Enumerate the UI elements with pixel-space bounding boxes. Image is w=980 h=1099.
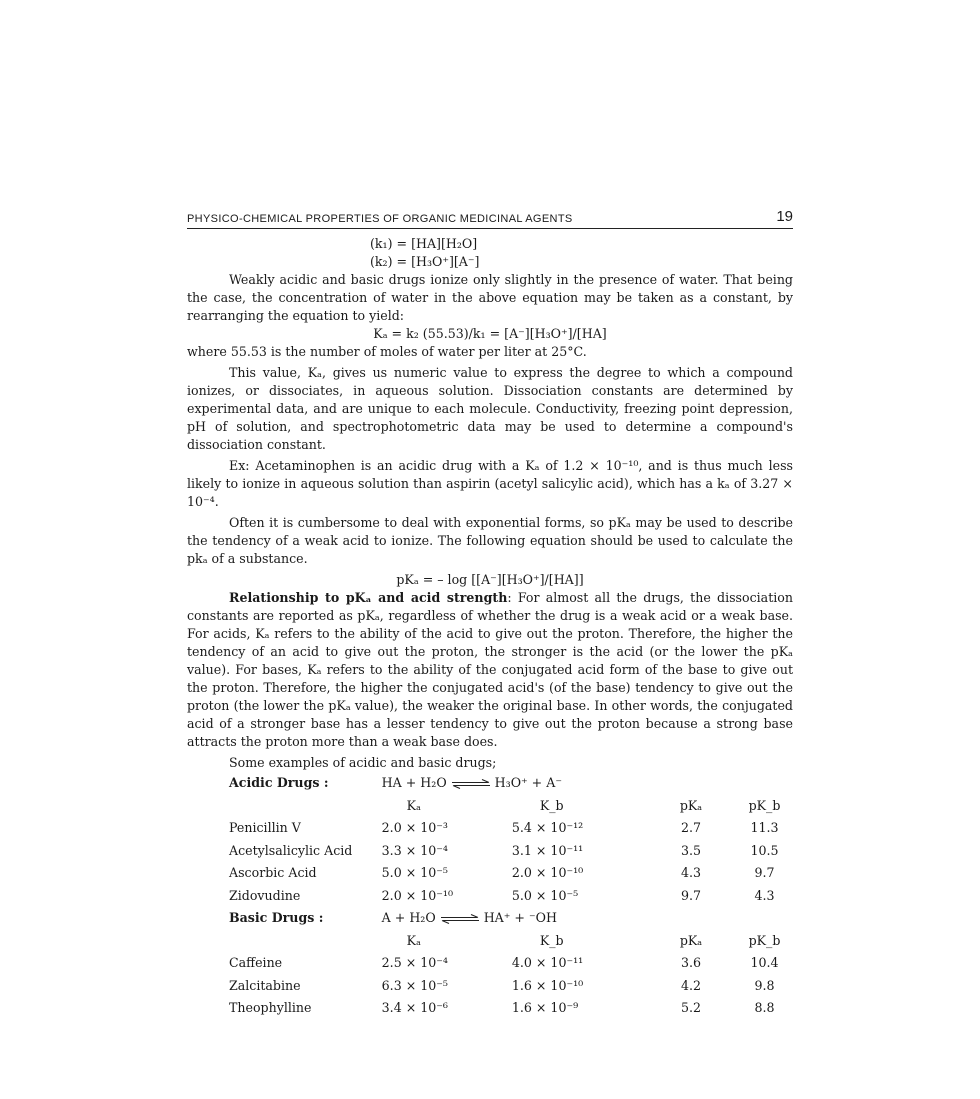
pkb-value: 9.7 xyxy=(754,865,775,881)
acidic-column-header-row xyxy=(229,795,793,818)
table-row xyxy=(229,975,793,998)
table-row xyxy=(229,952,793,975)
kb-value: 5.0 × 10⁻⁵ xyxy=(511,887,579,903)
equilibrium-arrow-icon xyxy=(451,779,491,789)
pkb-value: 10.5 xyxy=(750,842,779,858)
page-number: 19 xyxy=(776,208,793,225)
column-header-ka: Kₐ xyxy=(406,797,421,813)
paragraph-pka: Often it is cumbersome to deal with exponential forms, so pKₐ may be used to describe the tendency of a weak acid to ionize. The following equation should be used to calculate the pkₐ of a substance. xyxy=(187,515,793,566)
column-header-ka: Kₐ xyxy=(406,932,421,948)
running-title: PHYSICO-CHEMICAL PROPERTIES OF ORGANIC MEDICINAL AGENTS xyxy=(187,213,573,225)
kb-value: 1.6 × 10⁻¹⁰ xyxy=(511,977,584,993)
ka-value: 6.3 × 10⁻⁵ xyxy=(381,977,448,993)
kb-value: 1.6 × 10⁻⁹ xyxy=(511,1000,579,1016)
kb-value: 3.1 × 10⁻¹¹ xyxy=(511,842,584,858)
equation-pka: pKₐ = – log [[A⁻][H₃O⁺]/[HA]] xyxy=(396,572,584,587)
equation-k1: (k₁) = [HA][H₂O] xyxy=(370,236,478,251)
pkb-value: 11.3 xyxy=(750,820,779,836)
acidic-reaction xyxy=(382,772,793,795)
table-row xyxy=(229,840,793,863)
pka-value: 5.2 xyxy=(680,1000,702,1016)
paragraph-ionize: Weakly acidic and basic drugs ionize only slightly in the presence of water. That being the case, the concentration of water in the above equation may be taken as a constant, by rearranging the equation to yield: xyxy=(187,272,793,323)
running-header xyxy=(187,208,793,229)
column-header-kb: K_b xyxy=(539,932,564,948)
acidic-reaction-right: H₃O⁺ + A⁻ xyxy=(494,775,562,791)
ka-value: 5.0 × 10⁻⁵ xyxy=(381,865,448,881)
ka-value: 2.0 × 10⁻³ xyxy=(381,820,448,836)
ka-value: 3.4 × 10⁻⁶ xyxy=(381,1000,448,1016)
drug-name: Zidovudine xyxy=(229,887,301,903)
equation-ka: Kₐ = k₂ (55.53)/k₁ = [A⁻][H₃O⁺]/[HA] xyxy=(373,326,607,341)
drug-name: Caffeine xyxy=(229,955,283,971)
drug-name: Acetylsalicylic Acid xyxy=(229,842,353,858)
column-header-pkb: pK_b xyxy=(748,932,781,948)
kb-value: 2.0 × 10⁻¹⁰ xyxy=(511,865,584,881)
basic-reaction xyxy=(382,907,793,930)
drug-table xyxy=(229,772,793,1020)
relationship-text: : For almost all the drugs, the dissociation constants are reported as pKₐ, regardless of whether the drug is a weak acid or a weak base. For acids, Kₐ refers to the ability of the acid to give out the proton. Therefore, the higher the tendency of an acid to give out the proton, the stronger is the acid (or the lower the pKₐ value). For bases, Kₐ refers to the ability of the conjugated acid form of the base to give out the proton. Therefore, the higher the conjugated acid's (of the base) tendency to give out the proton (the lower the pKₐ value), the weaker the original base. In other words, the conjugated acid of a stronger base has a lesser tendency to give out the proton because a strong base attracts the proton more than a weak base does. xyxy=(187,590,793,749)
table-row xyxy=(229,862,793,885)
basic-reaction-right: HA⁺ + ⁻OH xyxy=(483,910,557,926)
acidic-label: Acidic Drugs : xyxy=(229,775,329,791)
paragraph-examples-intro: Some examples of acidic and basic drugs; xyxy=(229,755,497,770)
column-header-pkb: pK_b xyxy=(748,797,781,813)
basic-column-header-row xyxy=(229,930,793,953)
table-row xyxy=(229,997,793,1020)
pkb-value: 4.3 xyxy=(754,887,775,903)
pka-value: 3.6 xyxy=(680,955,702,971)
ka-value: 2.5 × 10⁻⁴ xyxy=(381,955,448,971)
basic-reaction-left: A + H₂O xyxy=(381,910,436,926)
drug-name: Ascorbic Acid xyxy=(229,865,317,881)
basic-label: Basic Drugs : xyxy=(229,910,324,926)
kb-value: 4.0 × 10⁻¹¹ xyxy=(511,955,584,971)
pka-value: 4.2 xyxy=(680,977,702,993)
pka-value: 3.5 xyxy=(680,842,702,858)
page xyxy=(187,208,793,1020)
paragraph-ka-value: This value, Kₐ, gives us numeric value to express the degree to which a compound ionizes, or dissociates, in aqueous solution. Dissociation constants are determined by experimental data, and are unique to each molecule. Conductivity, freezing point depression, pH of solution, and spectrophotometric data may be used to determine a compound's dissociation constant. xyxy=(187,365,793,452)
body-text xyxy=(187,235,793,1020)
pka-value: 4.3 xyxy=(680,865,702,881)
column-header-pka: pKₐ xyxy=(679,932,703,948)
basic-heading-row xyxy=(229,907,793,930)
kb-value: 5.4 × 10⁻¹² xyxy=(511,820,584,836)
relationship-heading: Relationship to pKₐ and acid strength xyxy=(229,590,508,605)
ka-value: 2.0 × 10⁻¹⁰ xyxy=(381,887,454,903)
acidic-reaction-left: HA + H₂O xyxy=(381,775,447,791)
drug-name: Penicillin V xyxy=(229,820,301,836)
acidic-heading-row xyxy=(229,772,793,795)
pkb-value: 10.4 xyxy=(750,955,779,971)
equilibrium-arrow-icon xyxy=(440,914,480,924)
drug-name: Zalcitabine xyxy=(229,977,301,993)
table-row xyxy=(229,817,793,840)
pka-value: 9.7 xyxy=(680,887,702,903)
column-header-pka: pKₐ xyxy=(679,797,703,813)
paragraph-moles: where 55.53 is the number of moles of water per liter at 25°C. xyxy=(187,344,587,359)
paragraph-example: Ex: Acetaminophen is an acidic drug with a Kₐ of 1.2 × 10⁻¹⁰, and is thus much less likely to ionize in aqueous solution than aspirin (acetyl salicylic acid), which has a kₐ of 3.27 × 10⁻⁴. xyxy=(187,458,793,509)
pkb-value: 8.8 xyxy=(754,1000,775,1016)
drug-name: Theophylline xyxy=(229,1000,312,1016)
equation-k2: (k₂) = [H₃O⁺][A⁻] xyxy=(370,254,480,269)
pka-value: 2.7 xyxy=(680,820,702,836)
table-row xyxy=(229,885,793,908)
paragraph-relationship xyxy=(187,589,793,751)
ka-value: 3.3 × 10⁻⁴ xyxy=(381,842,448,858)
pkb-value: 9.8 xyxy=(754,977,775,993)
column-header-kb: K_b xyxy=(539,797,564,813)
